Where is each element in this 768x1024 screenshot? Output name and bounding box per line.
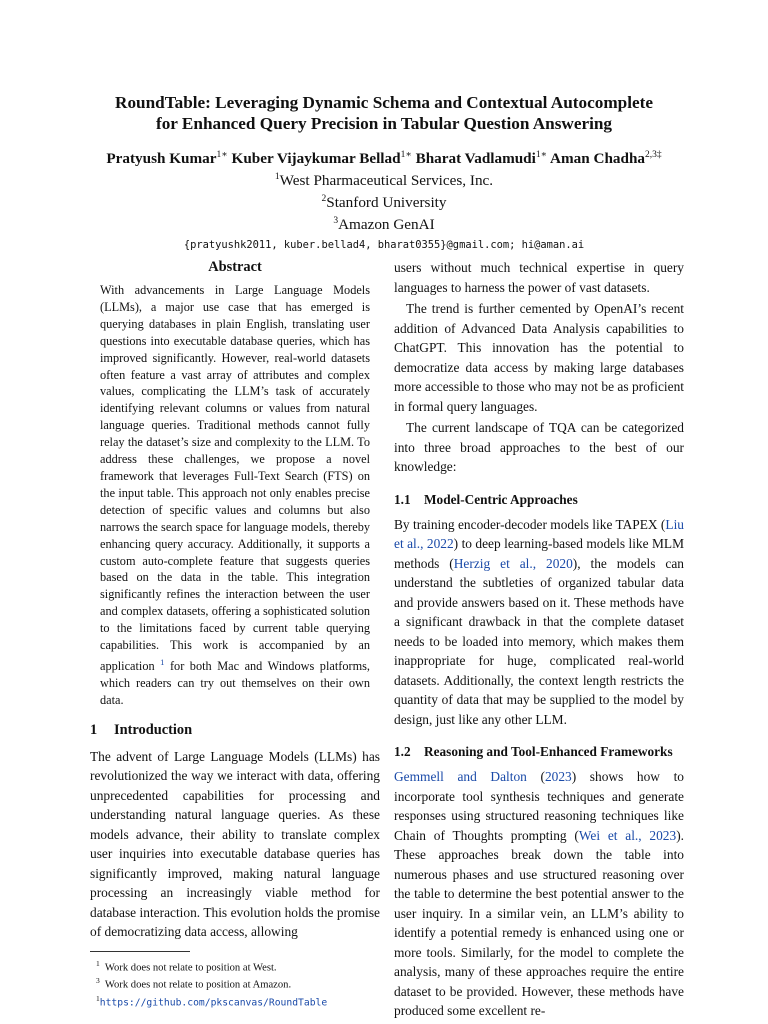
- subsection-heading-model-centric: [394, 491, 684, 508]
- author-mark: 1∗: [216, 150, 228, 160]
- intro-paragraph: The advent of Large Language Models (LLMs) has revolutionized the way we interact with data, offering unprecedented capabilities for processing and understanding natural language queries. As these models advance, their ability to translate complex user inquiries into executable database queries has significantly improved, making natural language processing an increasingly viable method for database interaction. This evolution holds the promise of democratizing data access, allowing: [90, 748, 380, 940]
- left-column: [90, 258, 380, 1009]
- subsection-heading-reasoning: [394, 743, 684, 760]
- text-run: By training encoder-decoder models like TAPEX (: [394, 516, 666, 532]
- abstract-heading: Abstract: [208, 259, 262, 275]
- footnote: [90, 957, 380, 975]
- subsection-title: Reasoning and Tool-Enhanced Frameworks: [424, 744, 673, 759]
- subsection-paragraph: [394, 515, 684, 730]
- title-line-1: RoundTable: Leveraging Dynamic Schema and Contextual Autocomplete: [115, 93, 653, 112]
- citation-link[interactable]: Herzig et al., 2020: [453, 555, 573, 571]
- author-mark: 2,3‡: [645, 150, 662, 160]
- text-run: (: [526, 769, 545, 784]
- affiliation-name: West Pharmaceutical Services, Inc.: [279, 172, 494, 190]
- text-run: ) to deep learning-based models like MLM methods (: [394, 536, 684, 571]
- text-run: ) shows how to incorporate tool synthesis techniques and generate responses using structured reasoning techniques like Chain of Thoughts prompting (: [394, 769, 684, 843]
- author-name: Aman Chadha: [550, 150, 645, 168]
- intro-paragraph-continued: users without much technical expertise in query languages to harness the power of vast datasets.: [394, 260, 684, 295]
- author-name: Pratyush Kumar: [106, 150, 217, 168]
- subsection-title: Model-Centric Approaches: [424, 491, 578, 507]
- author-mark: 1∗: [535, 150, 548, 160]
- subsection-paragraph: [394, 767, 684, 1021]
- right-column: [394, 258, 684, 1021]
- affiliation-name: Amazon GenAI: [338, 216, 435, 234]
- abstract-body-end: for both Mac and Windows platforms, which readers can try out themselves on their own data.: [100, 659, 370, 707]
- citation-link[interactable]: Wei et al., 2023: [578, 827, 677, 843]
- affiliation-name: Stanford University: [326, 194, 447, 212]
- abstract-body: With advancements in Large Language Models (LLMs), a major use case that has emerged is querying databases in plain English, translating user questions into executable database queries, which has improved significantly. However, real-world datasets often feature a vast array of attributes and complex values, complicating the LLM’s task of accurately identifying relevant columns or values from natural language queries. Traditional methods cannot fully relay the dataset’s size and complexity to the LLM. To address these challenges, we propose a novel framework that leverages Full-Text Search (FTS) on the input table. This approach not only enables precise detection of specific values and columns but also narrows the search space for language models, thereby enhancing query accuracy. Additionally, it supports a custom auto-complete feature that suggests queries based on the data in the table. This integration significantly refines the interaction between the user and complex datasets, offering a sophisticated solution to the limitations faced by current table querying capabilities. This work is accompanied by an application: [100, 283, 370, 674]
- affiliation-mark: 1: [274, 172, 280, 183]
- subsection-number: 1.2: [394, 744, 411, 759]
- footnote-link[interactable]: 1: [160, 656, 165, 667]
- citation-link[interactable]: Gemmell and Dalton: [394, 769, 527, 784]
- section-number: 1: [90, 721, 98, 738]
- footnote-text: Work does not relate to position at Amazon.: [104, 979, 292, 991]
- subsection-number: 1.1: [394, 491, 411, 507]
- section-title: Introduction: [114, 721, 193, 738]
- abstract-text: [100, 282, 370, 709]
- affiliation: [60, 212, 708, 234]
- section-heading-introduction: [90, 721, 380, 739]
- title-line-2: for Enhanced Query Precision in Tabular Question Answering: [155, 114, 613, 133]
- footnote-mark: 1: [96, 993, 100, 1003]
- affiliation: [60, 168, 708, 190]
- author-name: Kuber Vijaykumar Bellad: [231, 150, 401, 168]
- footnote: [90, 992, 380, 1010]
- intro-paragraph: The trend is further cemented by OpenAI’s recent addition of Advanced Data Analysis capabilities to ChatGPT. This innovation has the potential to democratize data access by making large databases more accessible to those who may not be as proficient in formal query languages.: [394, 301, 684, 414]
- paper-title: [60, 92, 708, 134]
- author-mark: 1∗: [400, 150, 412, 160]
- footnote-text: Work does not relate to position at West.: [104, 962, 277, 974]
- footnote-mark: 3: [96, 976, 100, 986]
- affiliation: [60, 190, 708, 212]
- citation-link[interactable]: Liu et al., 2022: [394, 516, 684, 551]
- affiliation-mark: 3: [333, 216, 339, 227]
- affiliation-mark: 2: [321, 194, 327, 205]
- author-names: [60, 146, 708, 168]
- github-link[interactable]: https://github.com/pkscanvas/RoundTable: [99, 997, 328, 1009]
- text-run: ), the models can understand the subtleties of organized tabular data and provide answers based on it. These methods have a significant drawback in that the complete dataset needs to be loaded into memory, which makes them inappropriate for huge, complicated real-world datasets. Additionally, the context length restricts the quantity of data that may be supplied to the model by design, just like any other LLM.: [394, 555, 684, 727]
- author-emails: {pratyushk2011, kuber.bellad4, bharat0355}@gmail.com; hi@aman.ai: [183, 239, 585, 252]
- footnote-mark: 1: [96, 958, 100, 968]
- author-name: Bharat Vadlamudi: [415, 150, 536, 168]
- citation-link[interactable]: 2023: [544, 769, 572, 784]
- author-block: [60, 146, 708, 253]
- footnote: [90, 974, 380, 992]
- text-run: ). These approaches break down the table into numerous phases and use structured reasoning over the table to determine the best potential answer to the user inquiry. In a similar vein, an LLM’s ability to identify a potential remedy is enhanced using one or more tools. Similarly, for the model to complete the analysis, many of these approaches require the entire dataset to be provided. However, these methods have produced some excellent re-: [394, 827, 684, 1018]
- intro-paragraph: The current landscape of TQA can be categorized into three broad approaches to the best of our knowledge:: [394, 420, 684, 474]
- footnote-rule: [90, 951, 190, 952]
